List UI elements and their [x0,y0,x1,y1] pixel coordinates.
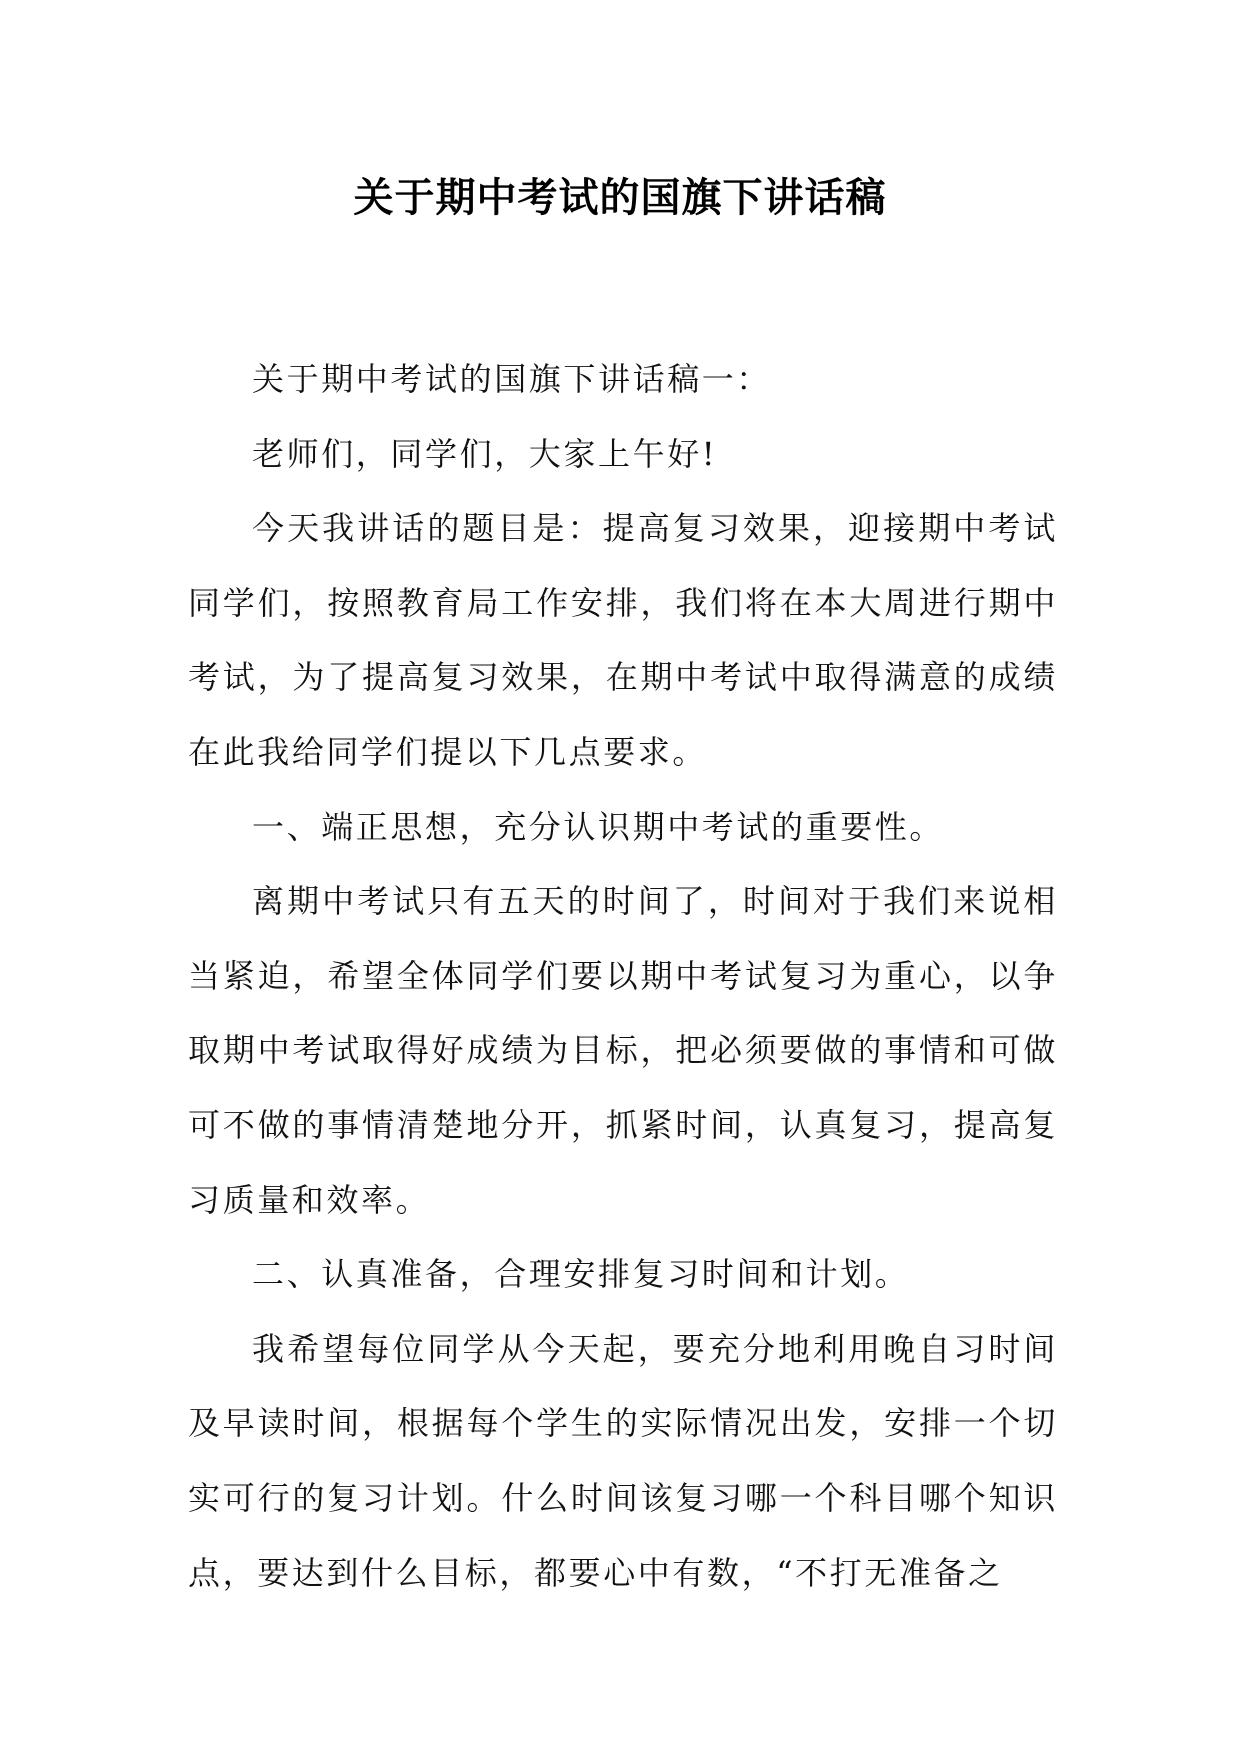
paragraph-greeting: 老师们，同学们，大家上午好! [252,434,718,473]
paragraph-body-two: 我希望每位同学从今天起，要充分地利用晚自习时间及早读时间，根据每个学生的实际情况出发，安排一个切实可行的复习计划。什么时间该复习哪一个科目哪个知识点，要达到什么目标，都要心中有数，“不打无准备之 [188,1329,1058,1592]
document-title: 关于期中考试的国旗下讲话稿 [353,175,887,221]
paragraph-heading-two: 二、认真准备，合理安排复习时间和计划。 [252,1255,910,1294]
paragraph-intro: 今天我讲话的题目是：提高复习效果，迎接期中考试同学们，按照教育局工作安排，我们将在本大周进行期中考试，为了提高复习效果，在期中考试中取得满意的成绩在此我给同学们提以下几点要求。 [188,509,1058,771]
document-body [188,342,1058,1610]
paragraph-heading-one: 一、端正思想，充分认识期中考试的重要性。 [252,807,945,846]
paragraph-body-one: 离期中考试只有五天的时间了，时间对于我们来说相当紧迫，希望全体同学们要以期中考试复习为重心，以争取期中考试取得好成绩为目标，把必须要做的事情和可做可不做的事情清楚地分开，抓紧时间，认真复习，提高复习质量和效率。 [188,882,1058,1219]
paragraph-subtitle: 关于期中考试的国旗下讲话稿一： [252,360,772,398]
